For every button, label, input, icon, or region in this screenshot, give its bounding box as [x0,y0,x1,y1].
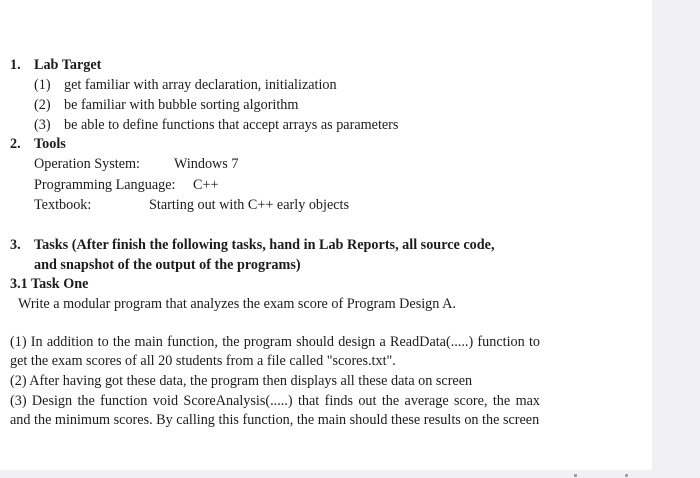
task-one-requirement-1: (1) In addition to the main function, the program should design a ReadData(.....) function to get the exam scores of all 20 students from a file called "scores.txt". [10,334,540,370]
task-one-requirement-3: (3) Design the function void ScoreAnalysis(.....) that finds out the average score, the max and the minimum scores. By calling this function, the main should these results on the screen [10,393,540,429]
section-1-number: 1. [10,57,21,73]
tools-os-label: Operation System: [34,156,140,172]
tools-language-value: C++ [193,177,219,193]
task-one-intro: Write a modular program that analyzes the exam score of Program Design A. [18,296,456,312]
section-3-number: 3. [10,237,21,253]
task-one-heading: 3.1 Task One [10,276,89,292]
lab-target-item-3-marker: (3) [34,117,51,133]
lab-target-item-3: be able to define functions that accept arrays as parameters [64,117,399,133]
lab-target-item-2: be familiar with bubble sorting algorithm [64,97,299,113]
scan-edge-mark [574,474,577,477]
lab-target-item-1: get familiar with array declaration, initialization [64,77,337,93]
tools-language-label: Programming Language: [34,177,176,193]
lab-target-item-1-marker: (1) [34,77,51,93]
task-one-requirement-2: (2) After having got these data, the program then displays all these data on screen [10,373,473,389]
lab-target-item-2-marker: (2) [34,97,51,113]
section-1-title: Lab Target [34,57,102,73]
tools-textbook-label: Textbook: [34,197,92,213]
tools-os-value: Windows 7 [174,156,239,172]
section-2-number: 2. [10,136,21,152]
section-3-title-line-2: and snapshot of the output of the programs) [34,257,301,273]
tools-textbook-value: Starting out with C++ early objects [149,197,350,213]
section-3-title-line-1: Tasks (After finish the following tasks, hand in Lab Reports, all source code, [34,237,495,253]
scan-edge-mark [625,474,628,477]
section-2-title: Tools [34,136,66,152]
